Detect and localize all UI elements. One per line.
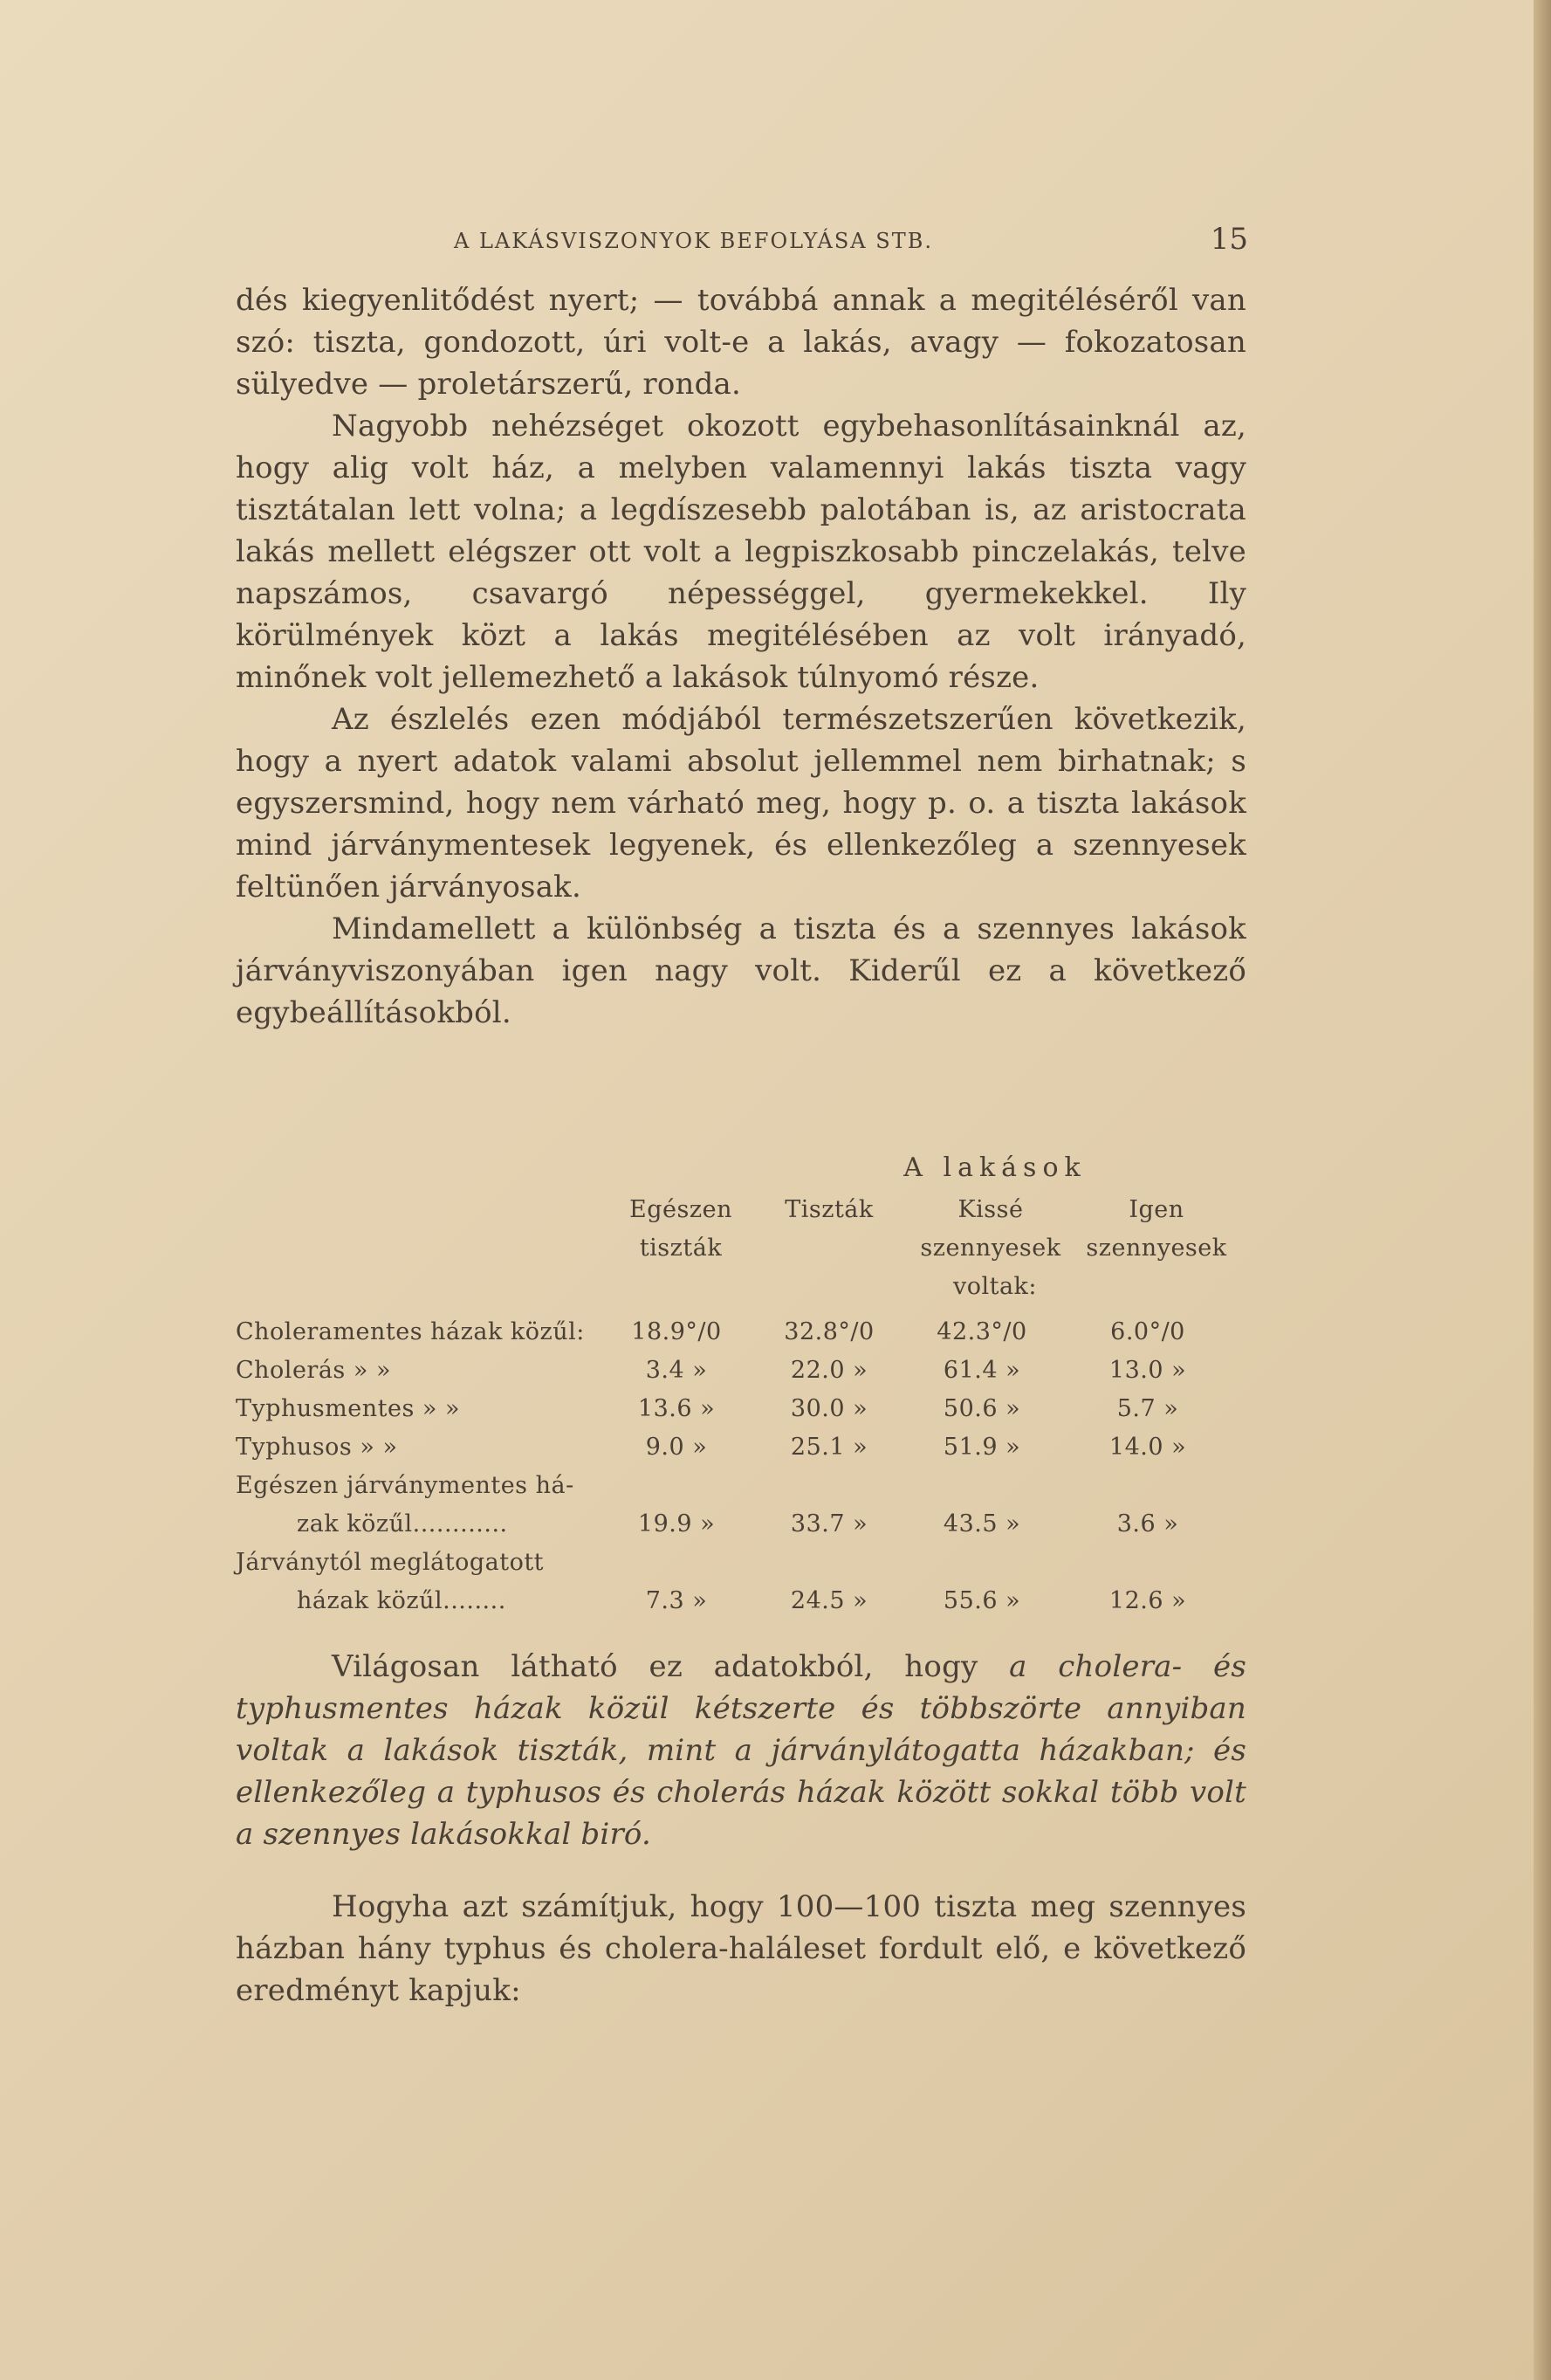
cell-tisztak: 22.0 »	[790, 1357, 868, 1384]
row-label: Choleramentes házak közűl:	[236, 1318, 585, 1345]
table-row	[236, 1434, 1248, 1470]
cell-tisztak: 25.1 »	[790, 1434, 868, 1461]
cell-egeszen-tisztak: 18.9°/0	[631, 1318, 722, 1345]
final-paragraph-block	[236, 1886, 1246, 2012]
row-label: Cholerás » »	[236, 1357, 391, 1384]
cell-tisztak: 24.5 »	[790, 1587, 868, 1614]
cell-igen-szennyesek: 13.0 »	[1108, 1357, 1187, 1384]
cell-egeszen-tisztak: 19.9 »	[637, 1510, 716, 1537]
cell-igen-szennyesek: 6.0°/0	[1110, 1318, 1185, 1345]
cell-kisse-szennyesek: 51.9 »	[943, 1434, 1021, 1461]
running-title: A LAKÁSVISZONYOK BEFOLYÁSA STB.	[454, 229, 933, 253]
paragraph-4: Mindamellett a különbség a tiszta és a szennyes lakások járványviszonyában igen nagy volt. Kiderűl ez a következő egybeállításokból.	[236, 911, 1246, 1030]
cell-kisse-szennyesek: 43.5 »	[943, 1510, 1021, 1537]
cell-kisse-szennyesek: 50.6 »	[943, 1395, 1021, 1422]
cell-tisztak: 33.7 »	[790, 1510, 868, 1537]
cell-igen-szennyesek: 14.0 »	[1108, 1434, 1187, 1461]
voltak-label: voltak:	[952, 1273, 1038, 1300]
paragraph-1: dés kiegyenlitődést nyert; — továbbá annak a megitéléséről van szó: tiszta, gondozott, úri volt-e a lakás, avagy — fokozatosan sülyedve — proletárszerű, ronda.	[236, 283, 1246, 402]
cell-igen-szennyesek: 12.6 »	[1108, 1587, 1187, 1614]
column-header-3-line-1: Kissé	[957, 1196, 1024, 1223]
row-label: házak közűl........	[297, 1587, 506, 1614]
table-row	[236, 1472, 1248, 1509]
column-header-3	[912, 1191, 1069, 1268]
cell-tisztak: 30.0 »	[790, 1395, 868, 1422]
cell-egeszen-tisztak: 13.6 »	[637, 1395, 716, 1422]
cell-kisse-szennyesek: 61.4 »	[943, 1357, 1021, 1384]
table-row	[236, 1549, 1248, 1586]
conclusion-italic: a cholera- és typhusmentes házak közül kétszerte és többszörte annyiban voltak a lakások tiszták, mint a járványlátogatta házakban; és ellenkezőleg a typhusos és cholerás házak között sokkal több volt a szennyes lakásokkal biró.	[236, 1649, 1246, 1852]
page-number: 15	[1210, 222, 1248, 257]
page-edge	[1534, 0, 1551, 2380]
table-row	[236, 1318, 1248, 1355]
final-paragraph: Hogyha azt számítjuk, hogy 100—100 tiszta meg szennyes házban hány typhus és cholera-haláleset fordult elő, e következő eredményt kapjuk:	[236, 1889, 1246, 2008]
conclusion-lead: Világosan látható ez adatokból, hogy	[332, 1649, 1010, 1684]
cell-kisse-szennyesek: 55.6 »	[943, 1587, 1021, 1614]
row-label: Typhusos » »	[236, 1434, 398, 1461]
conclusion-text	[236, 1646, 1246, 1855]
cell-igen-szennyesek: 3.6 »	[1116, 1510, 1179, 1537]
row-label: Járványtól meglátogatott	[236, 1549, 545, 1576]
main-text	[236, 279, 1246, 1034]
column-header-3-line-2: szennyesek	[920, 1235, 1061, 1262]
column-header-1-line-2: tiszták	[639, 1235, 723, 1262]
column-header-4-line-1: Igen	[1129, 1196, 1184, 1223]
cell-egeszen-tisztak: 3.4 »	[645, 1357, 708, 1384]
table-row	[236, 1510, 1248, 1547]
row-label: Egészen járványmentes há-	[236, 1472, 574, 1499]
row-label: zak közűl............	[297, 1510, 508, 1537]
table-row	[236, 1587, 1248, 1624]
row-label: Typhusmentes » »	[236, 1395, 461, 1422]
table-row	[236, 1357, 1248, 1393]
column-header-4	[1078, 1191, 1235, 1268]
paragraph-3: Az észlelés ezen módjából természetszerűen következik, hogy a nyert adatok valami absolut jellemmel nem birhatnak; s egyszersmind, hogy nem várható meg, hogy p. o. a tiszta lakások mind járványmentesek legyenek, és ellenkezőleg a szennyesek feltünően járványosak.	[236, 702, 1246, 905]
cell-tisztak: 32.8°/0	[784, 1318, 875, 1345]
page-header	[236, 222, 1248, 257]
cell-kisse-szennyesek: 42.3°/0	[937, 1318, 1027, 1345]
column-header-1-line-1: Egészen	[629, 1196, 732, 1223]
column-header-1	[611, 1191, 751, 1268]
column-header-4-line-2: szennyesek	[1086, 1235, 1227, 1262]
paragraph-2: Nagyobb nehézséget okozott egybehasonlításainknál az, hogy alig volt ház, a melyben valamennyi lakás tiszta vagy tisztátalan lett volna; a legdíszesebb palotában is, az aristocrata lakás mellett elégszer ott volt a legpiszkosabb pinczelakás, telve napszámos, csavargó népességgel, gyermekekkel. Ily körülmények közt a lakás megitélésében az volt irányadó, minőnek volt jellemezhető a lakások túlnyomó része.	[236, 409, 1246, 695]
cell-egeszen-tisztak: 7.3 »	[645, 1587, 708, 1614]
table-group-header: A lakások	[903, 1152, 1087, 1183]
column-header-2: Tiszták	[785, 1196, 874, 1223]
cell-egeszen-tisztak: 9.0 »	[645, 1434, 708, 1461]
cell-igen-szennyesek: 5.7 »	[1116, 1395, 1179, 1422]
table-row	[236, 1395, 1248, 1432]
conclusion-paragraph	[236, 1646, 1246, 1855]
